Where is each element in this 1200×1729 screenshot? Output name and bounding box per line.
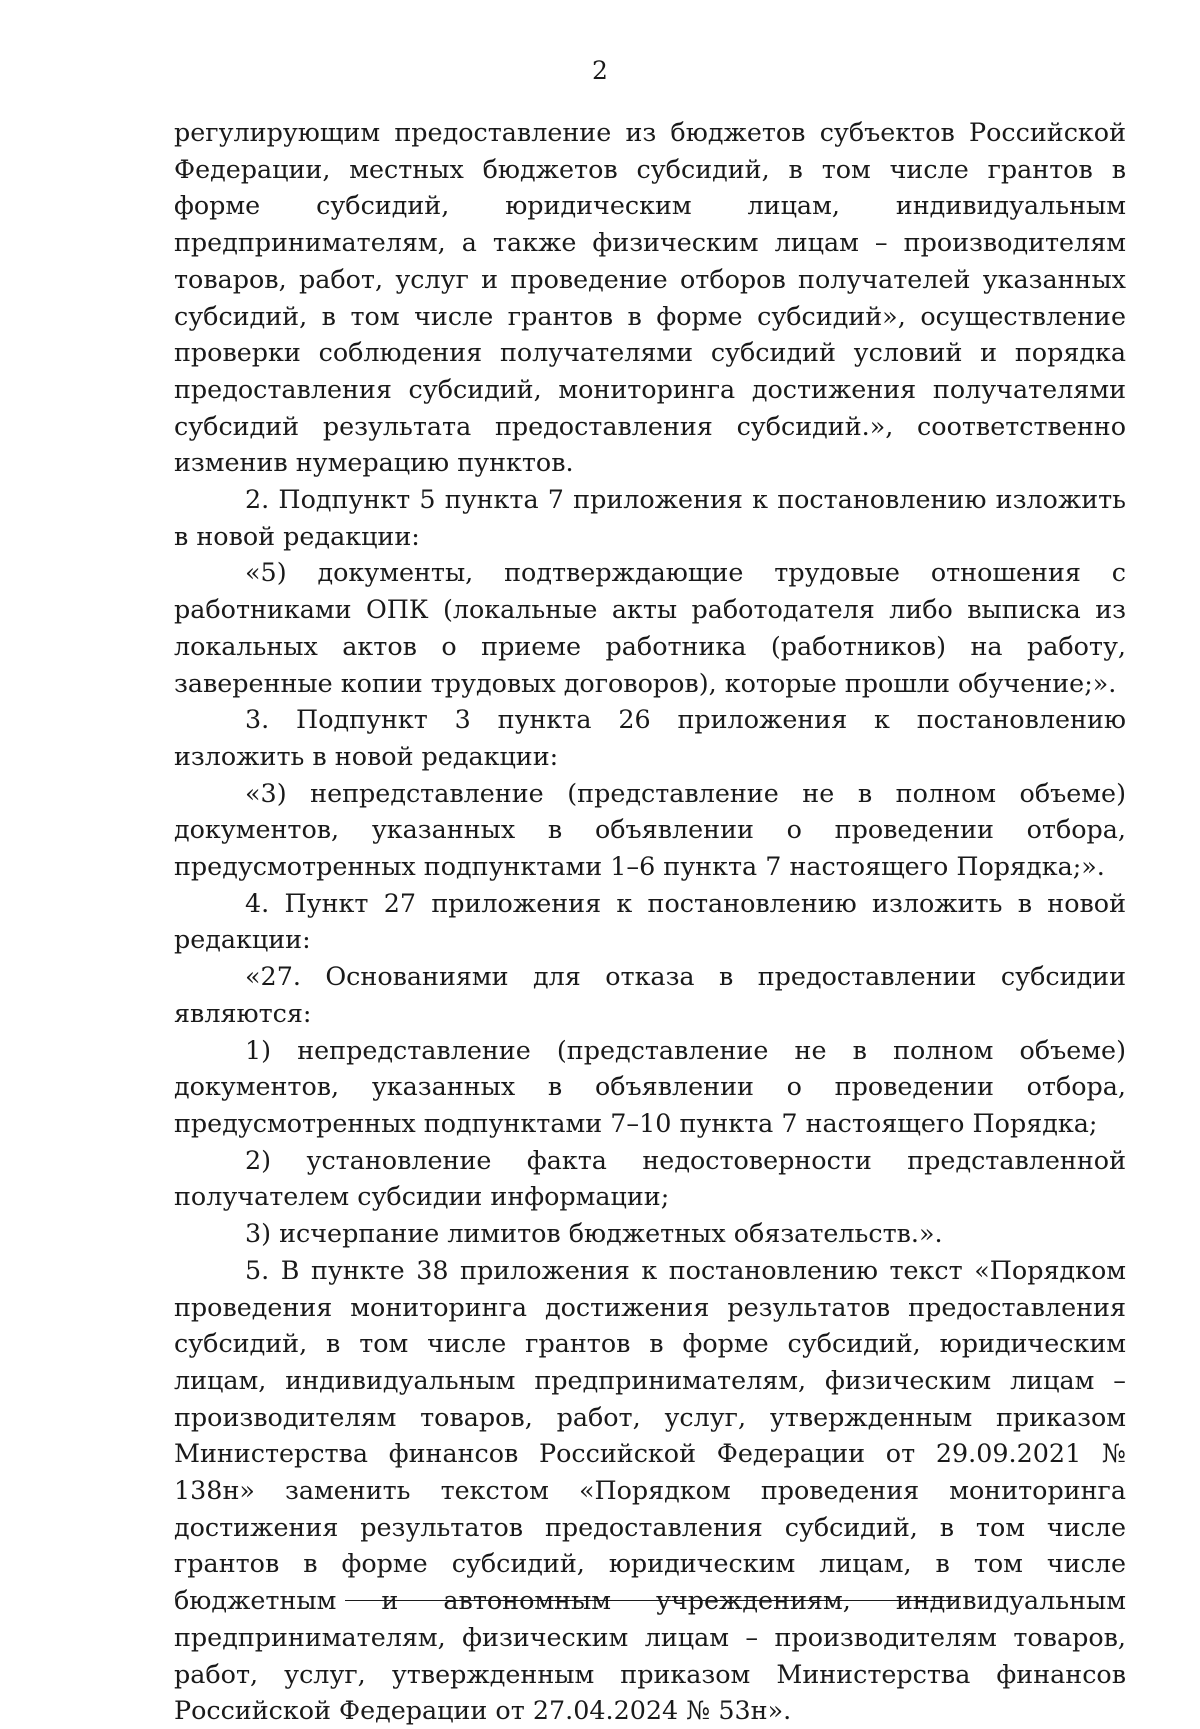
closing-divider xyxy=(345,1600,955,1601)
paragraph-quote-subitem-3: «3) непредставление (представление не в полном объеме) документов, указанных в объявлении о проведении отбора, предусмотренных подпунктами 1–6 пункта 7 настоящего Порядка;». xyxy=(174,777,1126,882)
paragraph-quote-item-27: «27. Основаниями для отказа в предоставлении субсидии являются: xyxy=(174,961,1126,1028)
document-body xyxy=(174,114,1126,1729)
paragraph-item-3: 3. Подпункт 3 пункта 26 приложения к постановлению изложить в новой редакции: xyxy=(174,704,1126,771)
paragraph-quote-subitem-5: «5) документы, подтверждающие трудовые отношения с работниками ОПК (локальные акты работодателя либо выписка из локальных актов о приеме работника (работников) на работу, заверенные копии трудовых договоров), которые прошли обучение;». xyxy=(174,557,1126,698)
paragraph-continuation: регулирующим предоставление из бюджетов субъектов Российской Федерации, местных бюджетов субсидий, в том числе грантов в форме субсидий, юридическим лицам, индивидуальным предпринимателям, а также физическим лицам – производителям товаров, работ, услуг и проведение отборов получателей указанных субсидий, в том числе грантов в форме субсидий», осуществление проверки соблюдения получателями субсидий условий и порядка предоставления субсидий, мониторинга достижения получателями субсидий результата предоставления субсидий.», соответственно изменив нумерацию пунктов. xyxy=(174,117,1126,478)
paragraph-item-2: 2. Подпункт 5 пункта 7 приложения к постановлению изложить в новой редакции: xyxy=(174,484,1126,551)
paragraph-subitem-2: 2) установление факта недостоверности представленной получателем субсидии информации; xyxy=(174,1144,1126,1212)
paragraph-subitem-1: 1) непредставление (представление не в полном объеме) документов, указанных в объявлении о проведении отбора, предусмотренных подпунктами 7–10 пункта 7 настоящего Порядка; xyxy=(174,1034,1126,1138)
page-number: 2 xyxy=(592,56,608,85)
paragraph-item-4: 4. Пункт 27 приложения к постановлению изложить в новой редакции: xyxy=(174,887,1126,955)
paragraph-subitem-3: 3) исчерпание лимитов бюджетных обязательств.». xyxy=(245,1218,943,1249)
paragraph-item-5: 5. В пункте 38 приложения к постановлению текст «Порядком проведения мониторинга достижения результатов предоставления субсидий, в том числе грантов в форме субсидий, юридическим лицам, индивидуальным предпринимателям, физическим лицам – производителям товаров, работ, услуг, утвержденным приказом Министерства финансов Российской Федерации от 29.09.2021 № 138н» заменить текстом «Порядком проведения мониторинга достижения результатов предоставления субсидий, в том числе грантов в форме субсидий, юридическим лицам, в том числе бюджетным и автономным учреждениям, индивидуальным предпринимателям, физическим лицам – производителям товаров, работ, услуг, утвержденным приказом Министерства финансов Российской Федерации от 27.04.2024 № 53н». xyxy=(174,1254,1126,1726)
